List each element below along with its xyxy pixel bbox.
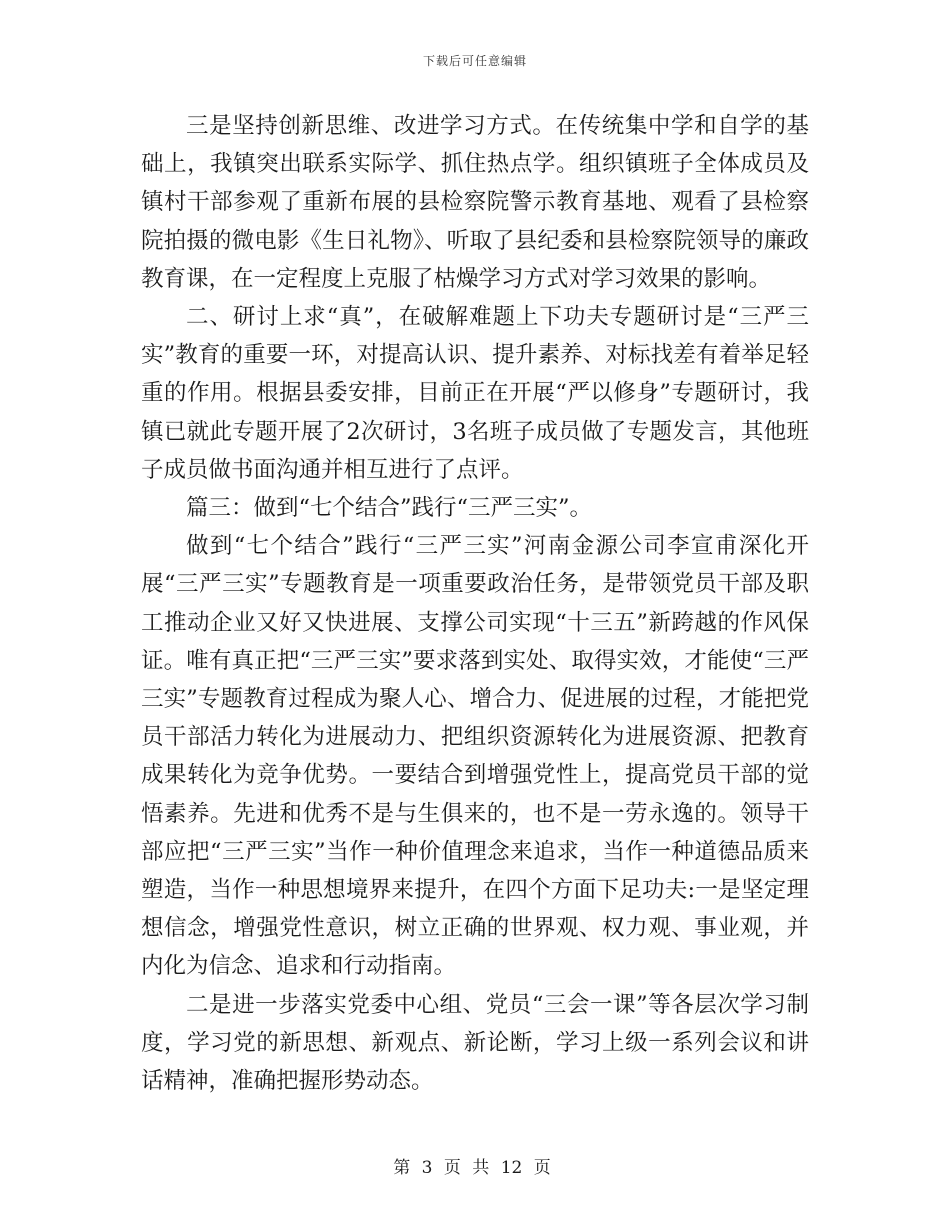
footer-current-page: 3 (421, 1158, 433, 1178)
footer-suffix: 页 (533, 1158, 551, 1178)
footer-page-word: 页 (443, 1158, 461, 1178)
footer-prefix: 第 (393, 1158, 411, 1178)
header-note: 下载后可任意编辑 (422, 54, 527, 68)
paragraph-seminar: 二、研讨上求“真”，在破解难题上下功夫专题研讨是“三严三实”教育的重要一环，对提高认识、提升素养、对标找差有着举足轻重的作用。根据县委安排，目前正在开展“严以修身”专题研讨，我镇已就此专题开展了2次研讨，3名班子成员做了专题发言，其他班子成员做书面沟通并相互进行了点评。 (141, 304, 809, 483)
paragraph-seven-combinations: 做到“七个结合”践行“三严三实”河南金源公司李宣甫深化开展“三严三实”专题教育是一项重要政治任务，是带领党员干部及职工推动企业又好又快进展、支撑公司实现“十三五”新跨越的作风保证。唯有真正把“三严三实”要求落到实处、取得实效，才能使“三严三实”专题教育过程成为聚人心、增合力、促进展的过程，才能把党员干部活力转化为进展动力、把组织资源转化为进展资源、把教育成果转化为竞争优势。一要结合到增强党性上，提高党员干部的觉悟素养。先进和优秀不是与生俱来的，也不是一劳永逸的。领导干部应把“三严三实”当作一种价值理念来追求，当作一种道德品质来塑造，当作一种思想境界来提升，在四个方面下足功夫:一是坚定理想信念，增强党性意识，树立正确的世界观、权力观、事业观，并内化为信念、追求和行动指南。 (141, 533, 809, 980)
paragraph-section-heading: 篇三：做到“七个结合”践行“三严三实”。 (186, 495, 593, 522)
document-body (141, 107, 809, 1100)
paragraph-innovative-learning: 三是坚持创新思维、改进学习方式。在传统集中学和自学的基础上，我镇突出联系实际学、抓住热点学。组织镇班子全体成员及镇村干部参观了重新布展的县检察院警示教育基地、观看了县检察院拍摄的微电影《生日礼物》、听取了县纪委和县检察院领导的廉政教育课，在一定程度上克服了枯燥学习方式对学习效果的影响。 (141, 113, 809, 292)
paragraph-study-system: 二是进一步落实党委中心组、党员“三会一课”等各层次学习制度，学习党的新思想、新观点、新论断，学习上级一系列会议和讲话精神，准确把握形势动态。 (141, 991, 809, 1095)
footer-total-word: 共 (472, 1158, 490, 1178)
page-footer (0, 1153, 950, 1178)
footer-total-pages: 12 (500, 1158, 523, 1178)
